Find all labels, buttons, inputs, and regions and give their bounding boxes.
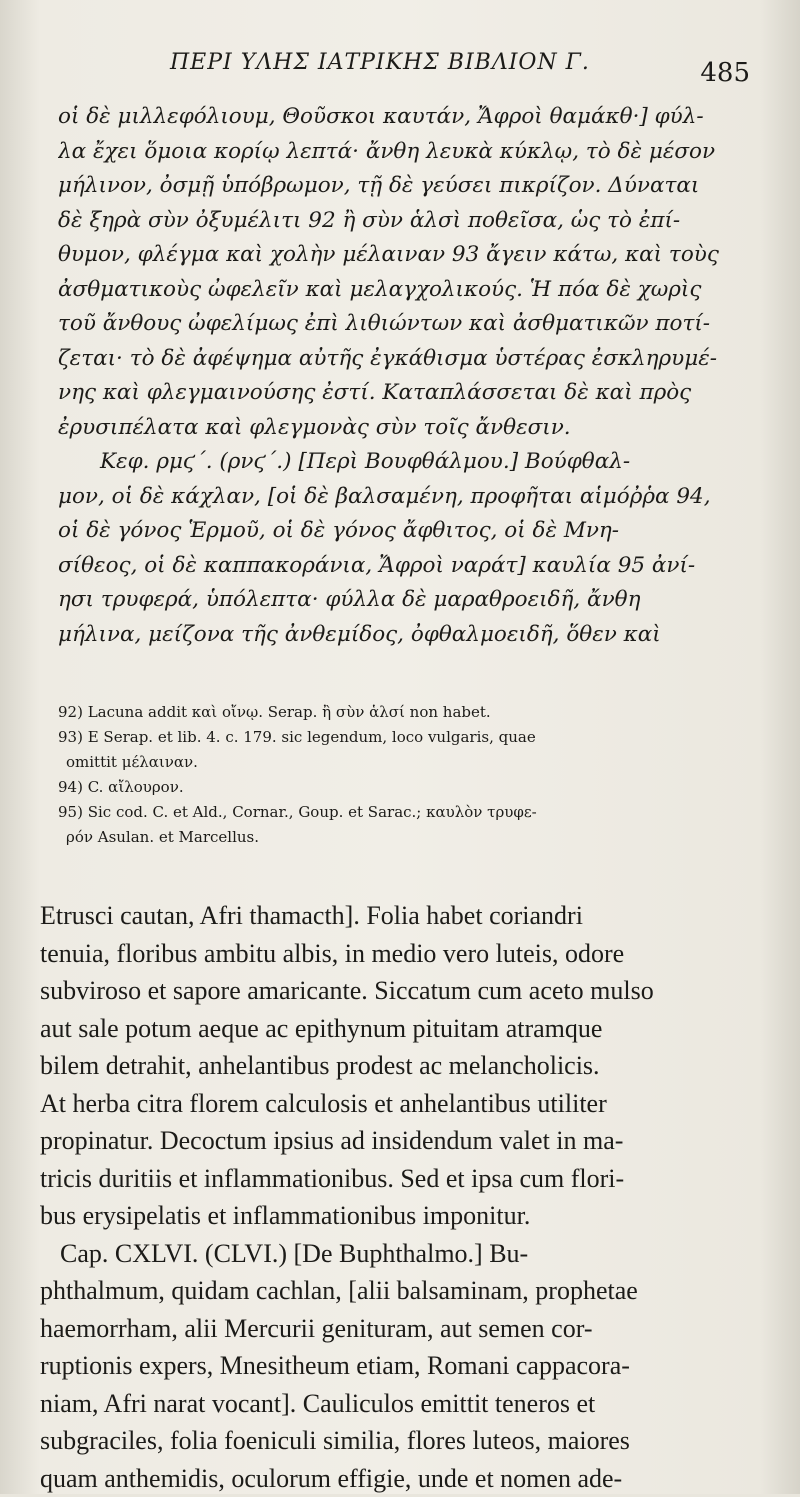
greek-line: οἱ δὲ γόνος Ἑρμοῦ, οἱ δὲ γόνος ἄφθιτος, οἱ δὲ Μνη- — [58, 514, 766, 549]
latin-line: Etrusci cautan, Afri thamacth]. Folia habet coriandri — [40, 897, 764, 935]
footnotes — [58, 700, 766, 850]
latin-line: haemorrham, alii Mercurii genituram, aut semen cor- — [40, 1310, 764, 1348]
greek-line: ζεται· τὸ δὲ ἀφέψημα αὐτῆς ἐγκάθισμα ὑστέρας ἐσκληρυμέ- — [58, 342, 766, 377]
latin-line: subviroso et sapore amaricante. Siccatum cum aceto mulso — [40, 972, 764, 1010]
page-number: 485 — [700, 58, 750, 88]
greek-text-block — [58, 100, 766, 652]
greek-line: τοῦ ἄνθους ὠφελίμως ἐπὶ λιθιώντων καὶ ἀσθματικῶν ποτί- — [58, 307, 766, 342]
greek-line: μήλινον, ὀσμῇ ὑπόβρωμον, τῇ δὲ γεύσει πικρίζον. Δύναται — [58, 169, 766, 204]
latin-line: At herba citra florem calculosis et anhelantibus utiliter — [40, 1085, 764, 1123]
greek-line: ησι τρυφερά, ὑπόλεπτα· φύλλα δὲ μαραθροειδῆ, ἄνθη — [58, 583, 766, 618]
latin-line: tricis duritiis et inflammationibus. Sed et ipsa cum flori- — [40, 1160, 764, 1198]
greek-line: μον, οἱ δὲ κάχλαν, [οἱ δὲ βαλσαμένη, προφῆται αἱμόῤῥα 94, — [58, 480, 766, 515]
greek-chapter-heading: Κεφ. ρμϛ΄. (ρνϛ΄.) [Περὶ Βουφθάλμου.] Βούφθαλ- — [58, 445, 766, 480]
greek-line: θυμον, φλέγμα καὶ χολὴν μέλαιναν 93 ἄγειν κάτω, καὶ τοὺς — [58, 238, 766, 273]
latin-line: niam, Afri narat vocant]. Cauliculos emittit teneros et — [40, 1385, 764, 1423]
greek-line: δὲ ξηρὰ σὺν ὀξυμέλιτι 92 ἢ σὺν ἁλσὶ ποθεῖσα, ὡς τὸ ἐπί- — [58, 204, 766, 239]
latin-line: propinatur. Decoctum ipsius ad insidendum valet in ma- — [40, 1122, 764, 1160]
footnote-95: 95) Sic cod. C. et Ald., Cornar., Goup. et Sarac.; καυλὸν τρυφε- — [58, 800, 766, 825]
latin-text-block — [40, 897, 764, 1497]
latin-line: phthalmum, quidam cachlan, [alii balsaminam, prophetae — [40, 1272, 764, 1310]
latin-line: quam anthemidis, oculorum effigie, unde et nomen ade- — [40, 1460, 764, 1497]
latin-line: bilem detrahit, anhelantibus prodest ac melancholicis. — [40, 1047, 764, 1085]
running-title: ΠΕΡΙ ΥΛΗΣ ΙΑΤΡΙΚΗΣ ΒΙΒΛΙΟΝ Γ. — [170, 50, 590, 75]
greek-line: μήλινα, μείζονα τῆς ἀνθεμίδος, ὀφθαλμοειδῆ, ὅθεν καὶ — [58, 618, 766, 653]
page-header — [150, 44, 750, 92]
footnote-92: 92) Lacuna addit καὶ οἴνῳ. Serap. ἢ σὺν ἁλσί non habet. — [58, 700, 766, 725]
latin-line: subgraciles, folia foeniculi similia, flores luteos, maiores — [40, 1422, 764, 1460]
footnote-93: 93) E Serap. et lib. 4. c. 179. sic legendum, loco vulgaris, quae — [58, 725, 766, 750]
footnote-95-continued: ρόν Asulan. et Marcellus. — [58, 825, 766, 850]
greek-line: λα ἔχει ὅμοια κορίῳ λεπτά· ἄνθη λευκὰ κύκλῳ, τὸ δὲ μέσον — [58, 135, 766, 170]
greek-line: νης καὶ φλεγμαινούσης ἐστί. Καταπλάσσεται δὲ καὶ πρὸς — [58, 376, 766, 411]
latin-chapter-heading: Cap. CXLVI. (CLVI.) [De Buphthalmo.] Bu- — [40, 1235, 764, 1273]
footnote-94: 94) C. αἴλουρον. — [58, 775, 766, 800]
greek-line: ἀσθματικοὺς ὠφελεῖν καὶ μελαγχολικούς. Ἡ πόα δὲ χωρὶς — [58, 273, 766, 308]
greek-line: οἱ δὲ μιλλεφόλιουμ, Θοῦσκοι καυτάν, Ἄφροὶ θαμάκθ·] φύλ- — [58, 100, 766, 135]
latin-line: bus erysipelatis et inflammationibus imponitur. — [40, 1197, 764, 1235]
latin-line: aut sale potum aeque ac epithynum pituitam atramque — [40, 1010, 764, 1048]
greek-line: ἐρυσιπέλατα καὶ φλεγμονὰς σὺν τοῖς ἄνθεσιν. — [58, 411, 766, 446]
latin-line: tenuia, floribus ambitu albis, in medio vero luteis, odore — [40, 935, 764, 973]
footnote-93-continued: omittit μέλαιναν. — [58, 750, 766, 775]
latin-line: ruptionis expers, Mnesitheum etiam, Romani cappacora- — [40, 1347, 764, 1385]
greek-line: σίθεος, οἱ δὲ καππακοράνια, Ἄφροὶ ναράτ] καυλία 95 ἀνί- — [58, 549, 766, 584]
